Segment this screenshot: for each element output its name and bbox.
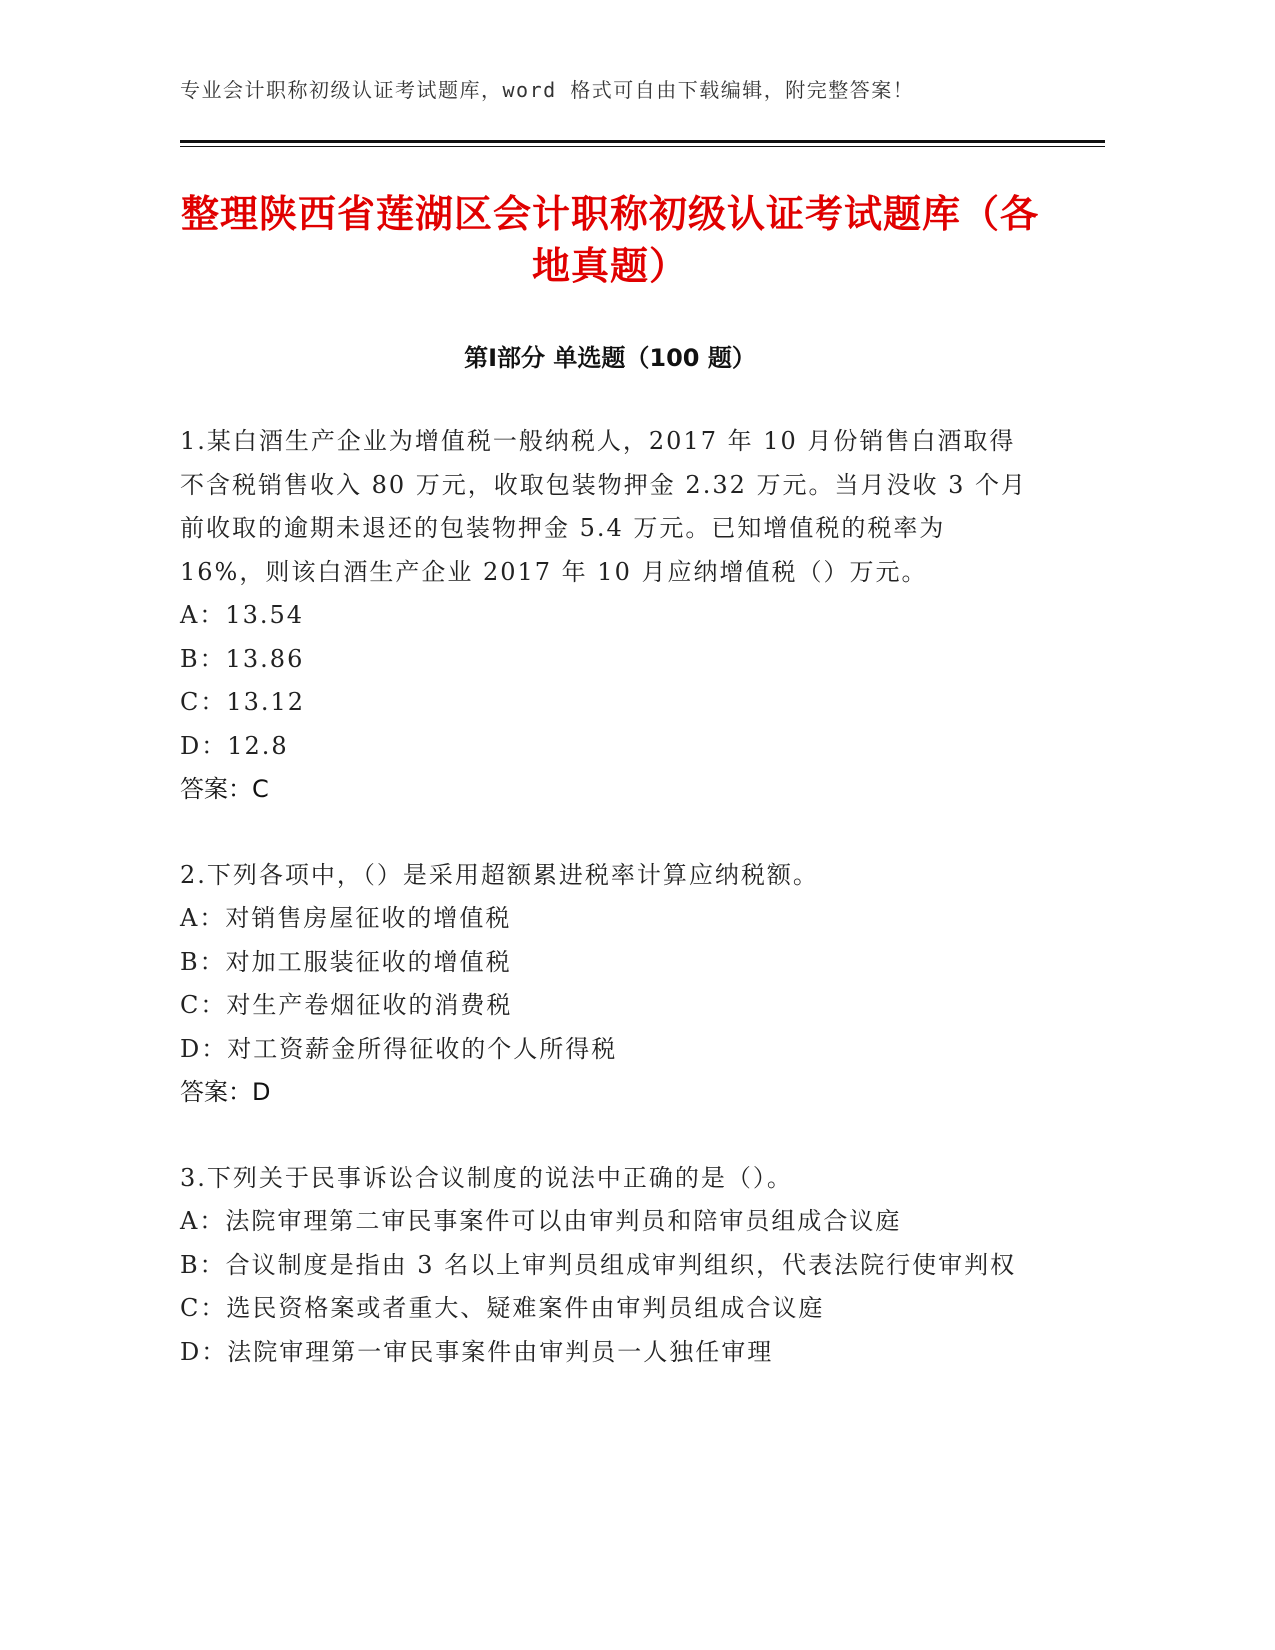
option-b: B：13.86 bbox=[180, 644, 305, 673]
option-d: D：对工资薪金所得征收的个人所得税 bbox=[180, 1034, 618, 1063]
option-c: C：13.12 bbox=[180, 688, 306, 716]
option-c: C：对生产卷烟征收的消费税 bbox=[180, 991, 513, 1019]
section-title: 第Ⅰ部分 单选题（100 题） bbox=[464, 344, 756, 372]
option-a: A：13.54 bbox=[180, 601, 305, 629]
question-3 bbox=[180, 1157, 1040, 1375]
question-stem: 2.下列各项中，（）是采用超额累进税率计算应纳税额。 bbox=[180, 860, 819, 889]
question-2 bbox=[180, 854, 1040, 1115]
option-b: B：合议制度是指由 3 名以上审判员组成审判组织，代表法院行使审判权 bbox=[180, 1250, 1017, 1279]
option-b: B：对加工服装征收的增值税 bbox=[180, 947, 512, 976]
option-a: A：法院审理第二审民事案件可以由审判员和陪审员组成合议庭 bbox=[180, 1207, 902, 1235]
answer: 答案：C bbox=[180, 775, 269, 803]
page-header: 专业会计职称初级认证考试题库，word 格式可自由下载编辑，附完整答案！ bbox=[180, 78, 915, 102]
option-d: D：12.8 bbox=[180, 731, 289, 760]
question-list bbox=[180, 420, 1040, 1416]
document-title: 整理陕西省莲湖区会计职称初级认证考试题库（各地真题） bbox=[180, 192, 1039, 288]
question-stem: 1.某白酒生产企业为增值税一般纳税人，2017 年 10 月份销售白酒取得不含税销售收入 80 万元，收取包装物押金 2.32 万元。当月没收 3 个月前收取的逾期未退还的包装物押金 5.4 万元。已知增值税的税率为 16%，则该白酒生产企业 2017 年 10 月应纳增值税（）万元。 bbox=[180, 427, 1028, 586]
question-stem: 3.下列关于民事诉讼合议制度的说法中正确的是（）。 bbox=[180, 1163, 793, 1192]
header-rule-thick bbox=[180, 140, 1105, 143]
option-d: D：法院审理第一审民事案件由审判员一人独任审理 bbox=[180, 1337, 774, 1366]
option-c: C：选民资格案或者重大、疑难案件由审判员组成合议庭 bbox=[180, 1294, 825, 1322]
answer: 答案：D bbox=[180, 1078, 271, 1106]
option-a: A：对销售房屋征收的增值税 bbox=[180, 904, 512, 932]
header-rule-thin bbox=[180, 146, 1105, 147]
question-1 bbox=[180, 420, 1040, 812]
